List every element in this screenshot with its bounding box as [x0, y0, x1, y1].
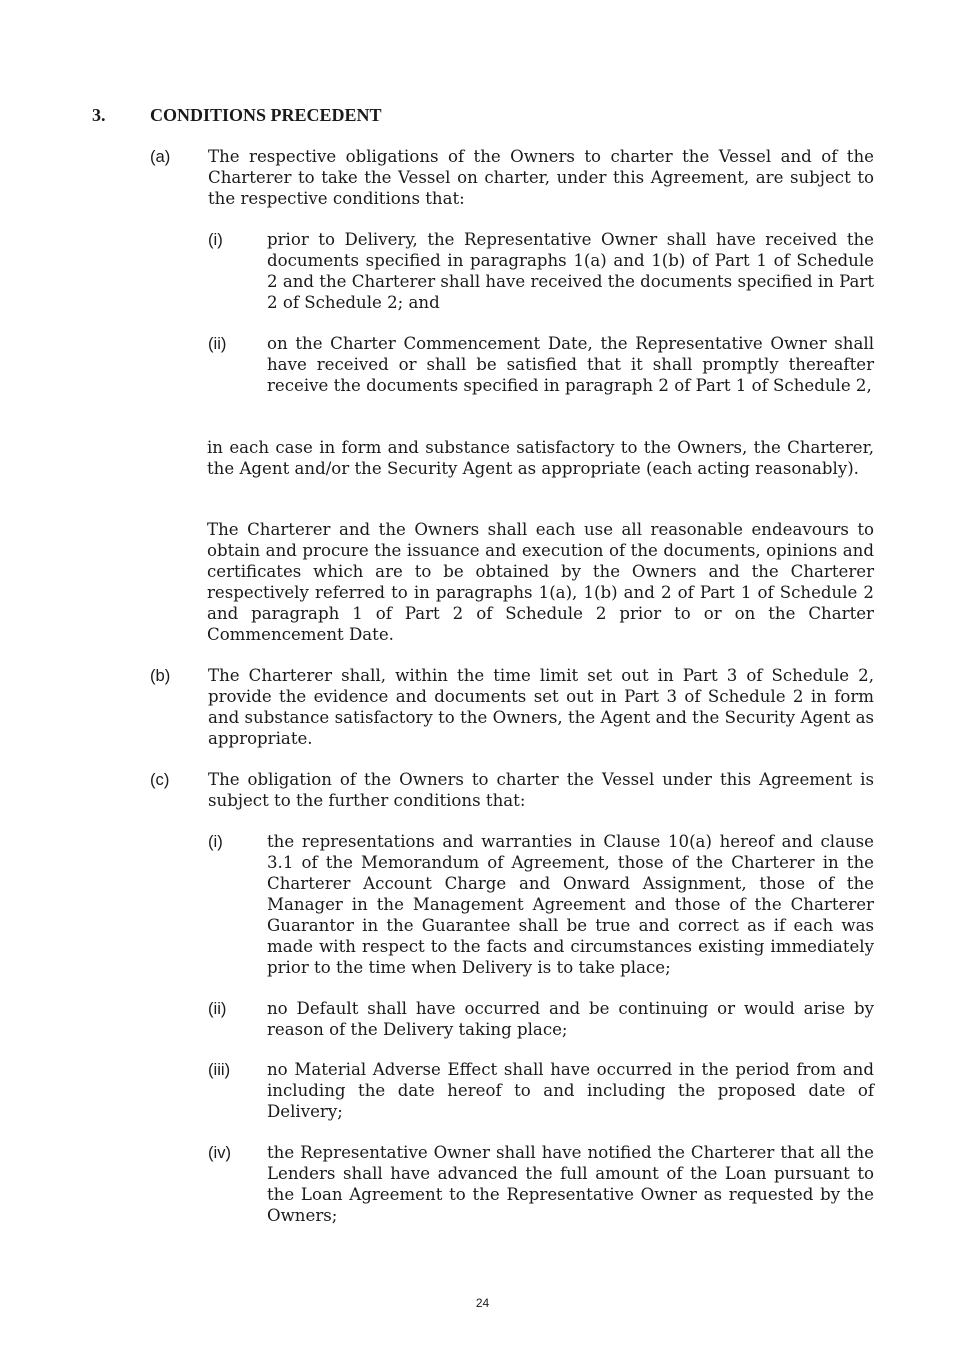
- subclause-text: the Representative Owner shall have notified the Charterer that all the Lenders shall have advanced the full amount of the Loan pursuant to the Loan Agreement to the Representative Owner as requested by the Owners;: [267, 1143, 874, 1225]
- clause-a-tail-paragraph-2: The Charterer and the Owners shall each use all reasonable endeavours to obtain and procure the issuance and execution of the documents, opinions and certificates which are to be obtained by the Owners and the Charterer respectively referred to in paragraphs 1(a), 1(b) and 2 of Part 1 of Schedule 2 and paragraph 1 of Part 2 of Schedule 2 prior to or on the Charter Commencement Date.: [207, 520, 874, 644]
- subclause-text: on the Charter Commencement Date, the Representative Owner shall have received or shall be satisfied that it shall promptly thereafter receive the documents specified in paragraph 2 of Part 1 of Schedule 2,: [267, 334, 874, 395]
- clause-marker: (c): [150, 770, 170, 789]
- subclause-marker: (ii): [208, 334, 227, 353]
- subclause-text: prior to Delivery, the Representative Owner shall have received the documents specified in paragraphs 1(a) and 1(b) of Part 1 of Schedule 2 and the Charterer shall have received the documents specified in Part 2 of Schedule 2; and: [267, 230, 874, 312]
- clause-text: The obligation of the Owners to charter the Vessel under this Agreement is subject to the further conditions that:: [208, 770, 874, 810]
- clause-marker: (a): [150, 147, 171, 166]
- section-title: CONDITIONS PRECEDENT: [150, 105, 382, 125]
- clause-a-tail-paragraph-1: in each case in form and substance satisfactory to the Owners, the Charterer, the Agent and/or the Security Agent as appropriate (each acting reasonably).: [207, 438, 874, 478]
- subclause-marker: (iv): [208, 1143, 232, 1162]
- subclause-text: no Default shall have occurred and be continuing or would arise by reason of the Delivery taking place;: [267, 999, 874, 1039]
- clause-marker: (b): [150, 666, 171, 685]
- subclause-text: no Material Adverse Effect shall have occurred in the period from and including the date hereof to and including the proposed date of Delivery;: [267, 1060, 874, 1121]
- subclause-marker: (iii): [208, 1060, 231, 1079]
- subclause-marker: (i): [208, 832, 223, 851]
- subclause-text: the representations and warranties in Clause 10(a) hereof and clause 3.1 of the Memorandum of Agreement, those of the Charterer in the Charterer Account Charge and Onward Assignment, those of the Manager in the Management Agreement and those of the Charterer Guarantor in the Guarantee shall be true and correct as if each was made with respect to the facts and circumstances existing immediately prior to the time when Delivery is to take place;: [267, 832, 874, 977]
- clause-text: The respective obligations of the Owners to charter the Vessel and of the Charterer to take the Vessel on charter, under this Agreement, are subject to the respective conditions that:: [208, 147, 874, 208]
- page-number: 24: [475, 1296, 490, 1310]
- subclause-marker: (i): [208, 230, 223, 249]
- section-number: 3.: [92, 105, 106, 125]
- clause-text: The Charterer shall, within the time limit set out in Part 3 of Schedule 2, provide the evidence and documents set out in Part 3 of Schedule 2 in form and substance satisfactory to the Owners, the Agent and the Security Agent as appropriate.: [208, 666, 874, 748]
- subclause-marker: (ii): [208, 999, 227, 1018]
